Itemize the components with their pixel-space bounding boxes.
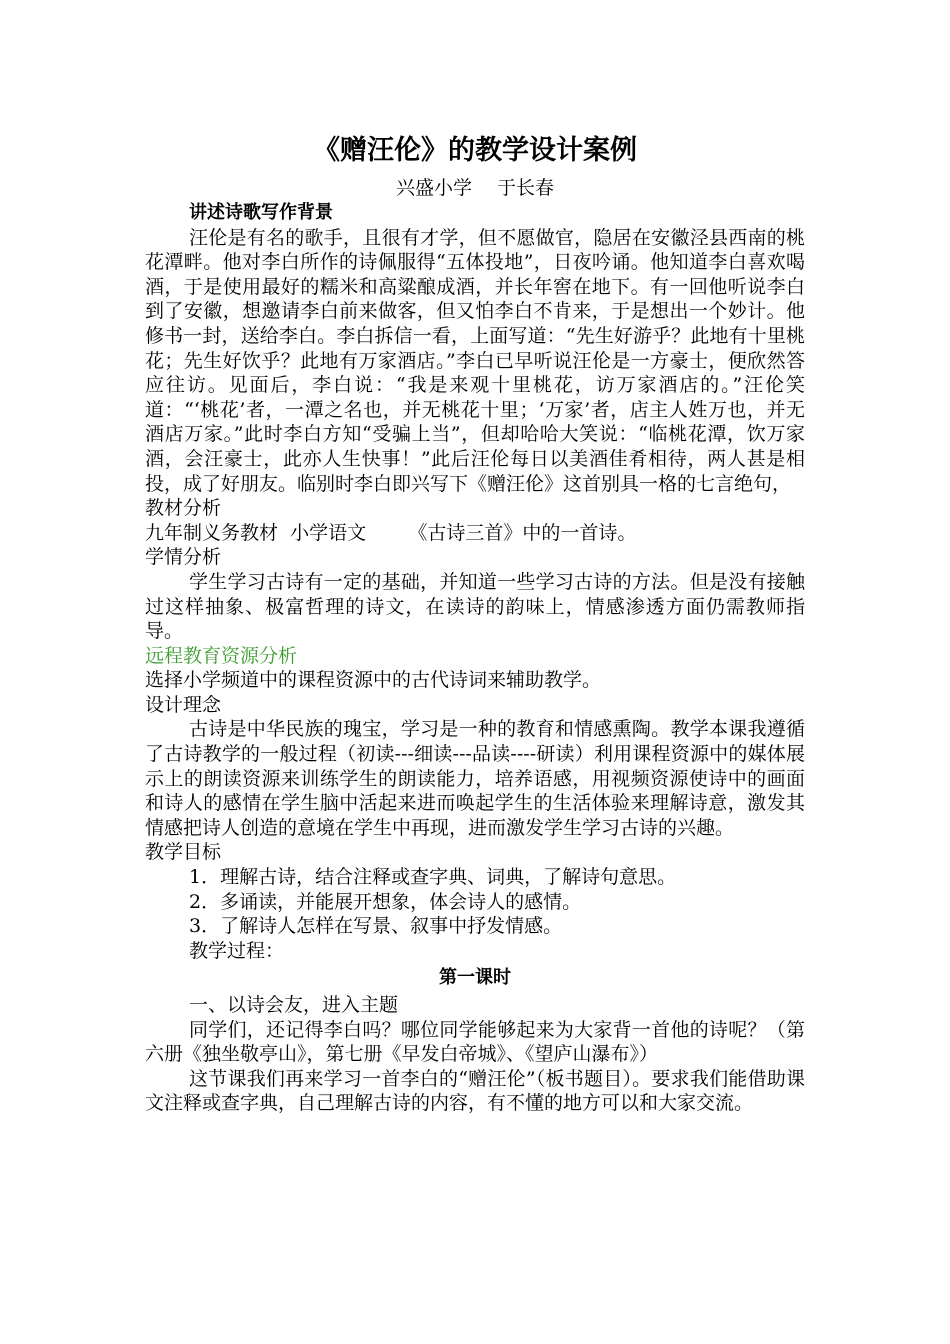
lesson-heading: 第一课时 [439, 967, 511, 989]
goals-heading: 教学目标 [145, 841, 222, 864]
material-paragraph: 九年制义务教材 小学语文 《古诗三首》中的一首诗。 [145, 521, 637, 544]
document-author: 兴盛小学 于长春 [395, 177, 555, 199]
document-body [145, 201, 805, 1116]
goal-item: 1．理解古诗，结合注释或查字典、词典，了解诗句意思。 [189, 866, 677, 889]
student-heading: 学情分析 [145, 546, 222, 569]
concept-heading: 设计理念 [145, 693, 222, 716]
step1-paragraph: 这节课我们再来学习一首李白的“赠汪伦”（板书题目）。要求我们能借助课文注释或查字典，自己理解古诗的内容，有不懂的地方可以和大家交流。 [145, 1067, 805, 1115]
document-title: 《赠汪伦》的教学设计案例 [313, 135, 637, 166]
background-heading: 讲述诗歌写作背景 [189, 202, 333, 223]
material-heading: 教材分析 [145, 497, 222, 520]
process-label: 教学过程： [189, 939, 285, 962]
goal-item: 3．了解诗人怎样在写景、叙事中抒发情感。 [189, 915, 563, 938]
remote-paragraph: 选择小学频道中的课程资源中的古代诗词来辅助教学。 [145, 669, 602, 692]
goal-item: 2．多诵读，并能展开想象，体会诗人的感情。 [189, 890, 582, 913]
concept-paragraph: 古诗是中华民族的瑰宝，学习是一种的教育和情感熏陶。教学本课我遵循了古诗教学的一般过程（初读---细读---品读----研读）利用课程资源中的媒体展示上的朗读资源来训练学生的朗读能力，培养语感，用视频资源使诗中的画面和诗人的感情在学生脑中活起来进而唤起学生的生活体验来理解诗意，激发其情感把诗人创造的意境在学生中再现，进而激发学生学习古诗的兴趣。 [145, 718, 805, 839]
student-paragraph: 学生学习古诗有一定的基础，并知道一些学习古诗的方法。但是没有接触过这样抽象、极富哲理的诗文，在读诗的韵味上，情感渗透方面仍需教师指导。 [145, 570, 805, 643]
remote-heading: 远程教育资源分析 [145, 644, 298, 667]
step1-heading: 一、以诗会友，进入主题 [189, 994, 399, 1016]
background-paragraph: 汪伦是有名的歌手，且很有才学，但不愿做官，隐居在安徽泾县西南的桃花潭畔。他对李白所作的诗佩服得“五体投地”，日夜吟诵。他知道李白喜欢喝酒，于是使用最好的糯米和高粱酿成酒，并长年窖在地下。有一回他听说李白到了安徽，想邀请李白前来做客，但又怕李白不肯来，于是想出一个妙计。他修书一封，送给李白。李白拆信一看，上面写道：“先生好游乎？此地有十里桃花；先生好饮乎？此地有万家酒店。”李白已早听说汪伦是一方豪士，便欣然答应往访。见面后，李白说：“我是来观十里桃花，访万家酒店的。”汪伦笑道：“‘桃花’者，一潭之名也，并无桃花十里；‘万家’者，店主人姓万也，并无酒店万家。”此时李白方知“受骗上当”，但却哈哈大笑说：“临桃花潭，饮万家酒，会汪豪士，此亦人生快事！”此后汪伦每日以美酒佳肴相待，两人甚是相投，成了好朋友。临别时李白即兴写下《赠汪伦》这首别具一格的七言绝句， [145, 226, 805, 495]
step1-paragraph: 同学们，还记得李白吗？哪位同学能够起来为大家背一首他的诗呢？（第六册《独坐敬亭山》，第七册《早发白帝城》、《望庐山瀑布》） [145, 1018, 805, 1066]
